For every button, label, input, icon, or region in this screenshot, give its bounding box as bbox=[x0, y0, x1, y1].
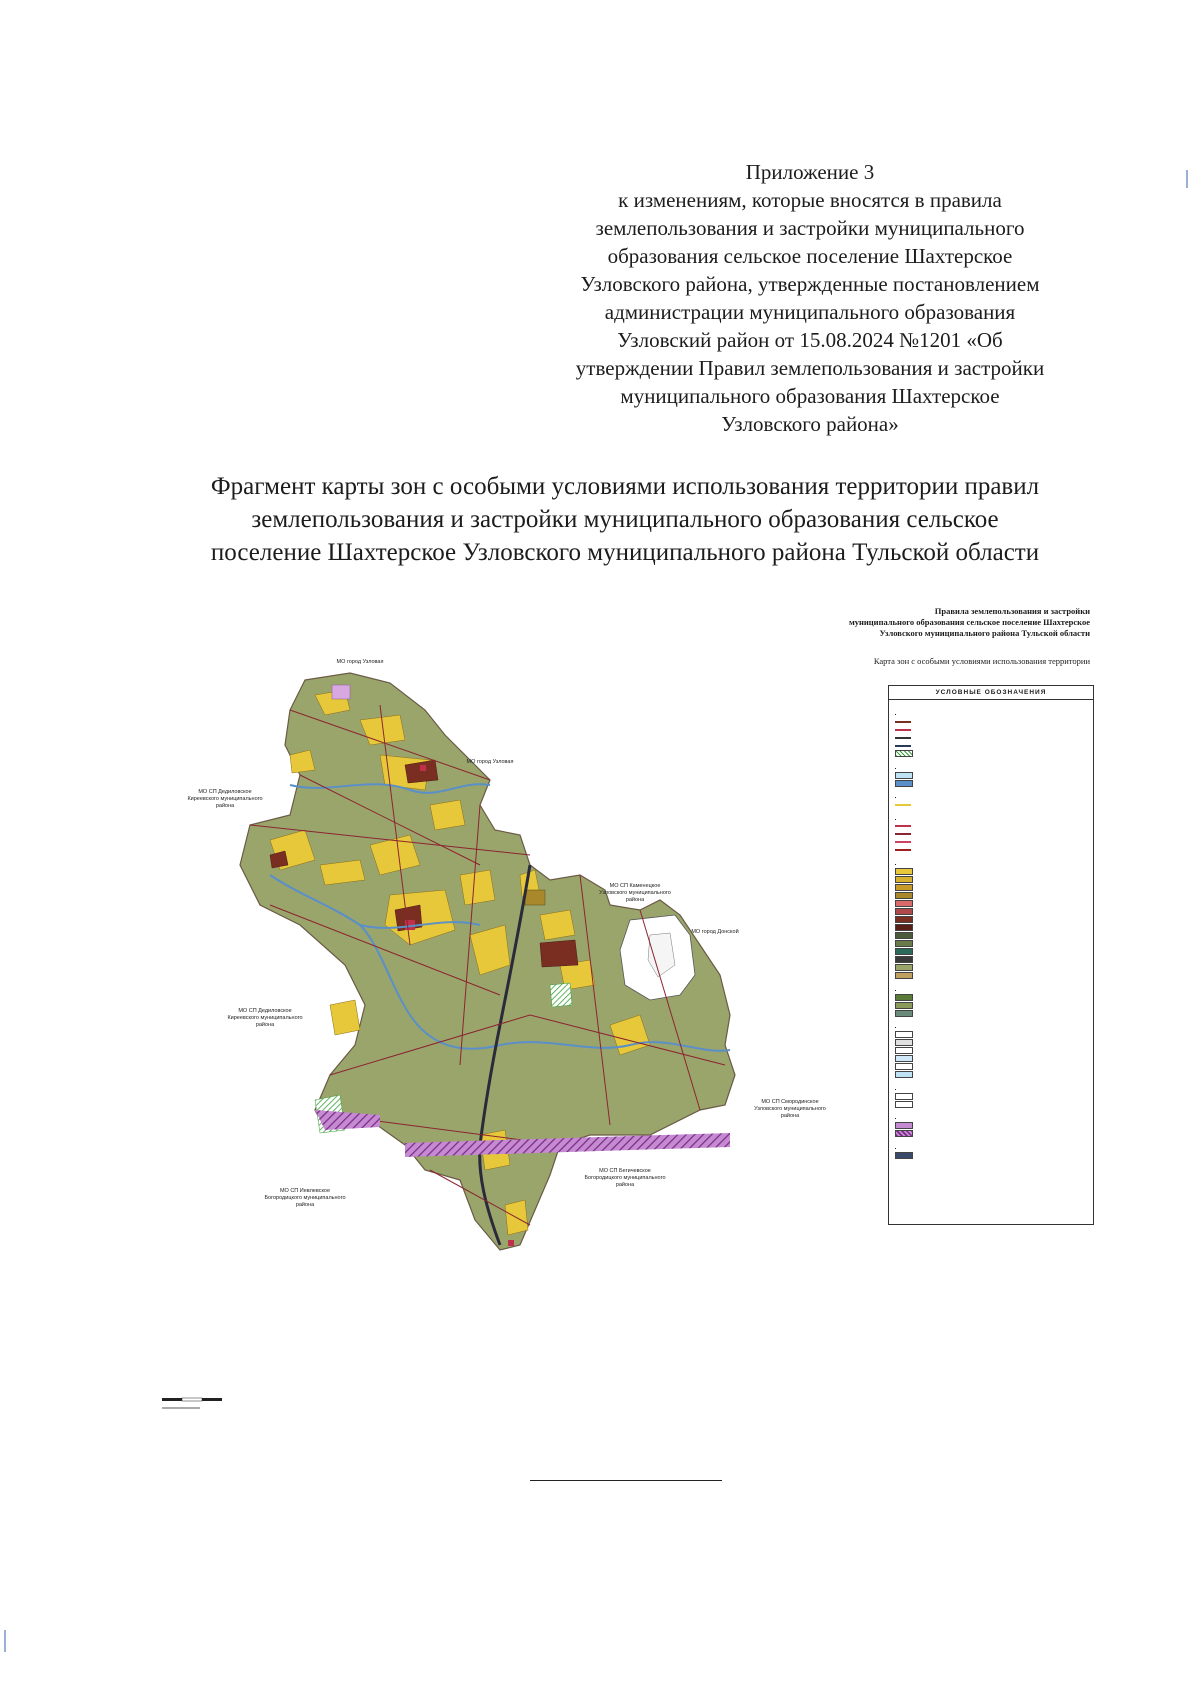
label-west-mid: МО СП Дедиловское bbox=[238, 1008, 292, 1014]
legend-section-placeholder bbox=[895, 793, 1087, 798]
legend-row bbox=[895, 940, 1087, 948]
label-north: МО город Узловая bbox=[336, 659, 384, 665]
appendix-block bbox=[520, 158, 1100, 438]
appendix-line: Узловского района» bbox=[721, 412, 899, 436]
label-south: МО СП Бегичевское bbox=[599, 1168, 651, 1174]
scale-bar bbox=[160, 1390, 230, 1420]
legend-section-placeholder bbox=[895, 1114, 1087, 1119]
legend-row bbox=[895, 876, 1087, 884]
legend-row bbox=[895, 993, 1087, 1001]
appendix-line: Узловского района, утвержденные постановлением bbox=[580, 272, 1040, 296]
label-south: Богородицкого муниципального bbox=[584, 1175, 666, 1181]
map-header-line: муниципального образования сельское поселение Шахтерское bbox=[848, 617, 1090, 627]
legend-section-placeholder bbox=[895, 1085, 1087, 1090]
legend-row bbox=[895, 868, 1087, 876]
legend-row bbox=[895, 1063, 1087, 1071]
label-donskoy: МО город Донской bbox=[691, 929, 739, 935]
legend-row bbox=[895, 1039, 1087, 1047]
territory-map bbox=[187, 659, 830, 1290]
legend-title: УСЛОВНЫЕ ОБОЗНАЧЕНИЯ bbox=[889, 686, 1093, 700]
legend-row bbox=[895, 1071, 1087, 1079]
legend-row bbox=[895, 1130, 1087, 1138]
legend-row bbox=[895, 892, 1087, 900]
legend-section-placeholder bbox=[895, 710, 1087, 715]
legend-row bbox=[895, 1100, 1087, 1108]
legend-section-placeholder bbox=[895, 1144, 1087, 1149]
label-west-top: Киреевского муниципального bbox=[187, 796, 263, 802]
legend-body bbox=[889, 700, 1093, 1163]
legend-row bbox=[895, 846, 1087, 854]
map-header-line: Правила землепользования и застройки bbox=[934, 606, 1090, 616]
legend-row bbox=[895, 801, 1087, 809]
label-west-top: МО СП Дедиловское bbox=[198, 789, 252, 795]
legend-row bbox=[895, 718, 1087, 726]
legend-row bbox=[895, 830, 1087, 838]
legend-row bbox=[895, 884, 1087, 892]
scan-edge-mark bbox=[1186, 170, 1188, 188]
label-west-mid: Киреевского муниципального bbox=[227, 1015, 303, 1021]
title-line: землепользования и застройки муниципального образования сельское bbox=[251, 506, 999, 533]
legend-row bbox=[895, 1092, 1087, 1100]
legend-row bbox=[895, 1001, 1087, 1009]
appendix-line: образования сельское поселение Шахтерское bbox=[607, 244, 1013, 268]
legend-row bbox=[895, 734, 1087, 742]
legend-row bbox=[895, 900, 1087, 908]
legend-row bbox=[895, 932, 1087, 940]
legend-section-placeholder bbox=[895, 860, 1087, 865]
legend-row bbox=[895, 1055, 1087, 1063]
legend-section-placeholder bbox=[895, 764, 1087, 769]
appendix-line: Узловский район от 15.08.2024 №1201 «Об bbox=[617, 328, 1003, 352]
appendix-line: муниципального образования Шахтерское bbox=[620, 384, 1000, 408]
legend-row bbox=[895, 1009, 1087, 1017]
title-line: поселение Шахтерское Узловского муниципального района Тульской области bbox=[210, 539, 1040, 566]
label-east-top: района bbox=[625, 897, 645, 903]
label-east-top: МО СП Каменецкое bbox=[609, 883, 661, 889]
map-header bbox=[800, 606, 1090, 639]
label-south: района bbox=[615, 1182, 635, 1188]
legend-row bbox=[895, 948, 1087, 956]
legend-row bbox=[895, 742, 1087, 750]
legend-row bbox=[895, 956, 1087, 964]
legend-row bbox=[895, 908, 1087, 916]
legend-row bbox=[895, 972, 1087, 980]
legend-row bbox=[895, 726, 1087, 734]
legend-section-placeholder bbox=[895, 815, 1087, 820]
legend-section-placeholder bbox=[895, 1023, 1087, 1028]
label-east-low: Узловского муниципального bbox=[754, 1106, 826, 1112]
map-header-line: Узловского муниципального района Тульской области bbox=[879, 628, 1090, 638]
label-east-top: Узловского муниципального bbox=[599, 890, 671, 896]
legend-row bbox=[895, 750, 1087, 758]
label-west-top: района bbox=[215, 803, 235, 809]
legend-row bbox=[895, 924, 1087, 932]
green-hatch-zone bbox=[550, 983, 572, 1007]
label-east-low: МО СП Смородинское bbox=[761, 1099, 819, 1105]
legend-row bbox=[895, 916, 1087, 924]
title-line: Фрагмент карты зон с особыми условиями использования территории правил bbox=[210, 473, 1040, 500]
label-sw: МО СП Иевлевское bbox=[279, 1188, 331, 1194]
legend-row bbox=[895, 838, 1087, 846]
appendix-line: Приложение 3 bbox=[745, 160, 875, 184]
bottom-rule bbox=[530, 1480, 722, 1481]
legend-row bbox=[895, 1151, 1087, 1159]
map-legend bbox=[888, 685, 1094, 1225]
appendix-line: утверждении Правил землепользования и застройки bbox=[575, 356, 1045, 380]
document-title bbox=[100, 470, 1150, 569]
legend-row bbox=[895, 771, 1087, 779]
legend-row bbox=[895, 779, 1087, 787]
appendix-line: администрации муниципального образования bbox=[604, 300, 1016, 324]
label-east-low: района bbox=[780, 1113, 800, 1119]
legend-row bbox=[895, 1031, 1087, 1039]
legend-row bbox=[895, 964, 1087, 972]
map-subtitle: Карта зон с особыми условиями использования территории bbox=[873, 656, 1090, 666]
legend-row bbox=[895, 822, 1087, 830]
legend-section-placeholder bbox=[895, 986, 1087, 991]
legend-row bbox=[895, 1047, 1087, 1055]
legend-row bbox=[895, 1122, 1087, 1130]
label-sw: Богородицкого муниципального bbox=[264, 1195, 346, 1201]
special-zone bbox=[332, 685, 350, 699]
appendix-line: к изменениям, которые вносятся в правила bbox=[618, 188, 1002, 212]
label-west-mid: района bbox=[255, 1022, 275, 1028]
label-sw: района bbox=[295, 1202, 315, 1208]
mixed-zone bbox=[525, 890, 545, 905]
label-northeast: МО город Узловая bbox=[466, 759, 514, 765]
appendix-line: землепользования и застройки муниципального bbox=[595, 216, 1025, 240]
scan-edge-mark bbox=[4, 1630, 6, 1652]
